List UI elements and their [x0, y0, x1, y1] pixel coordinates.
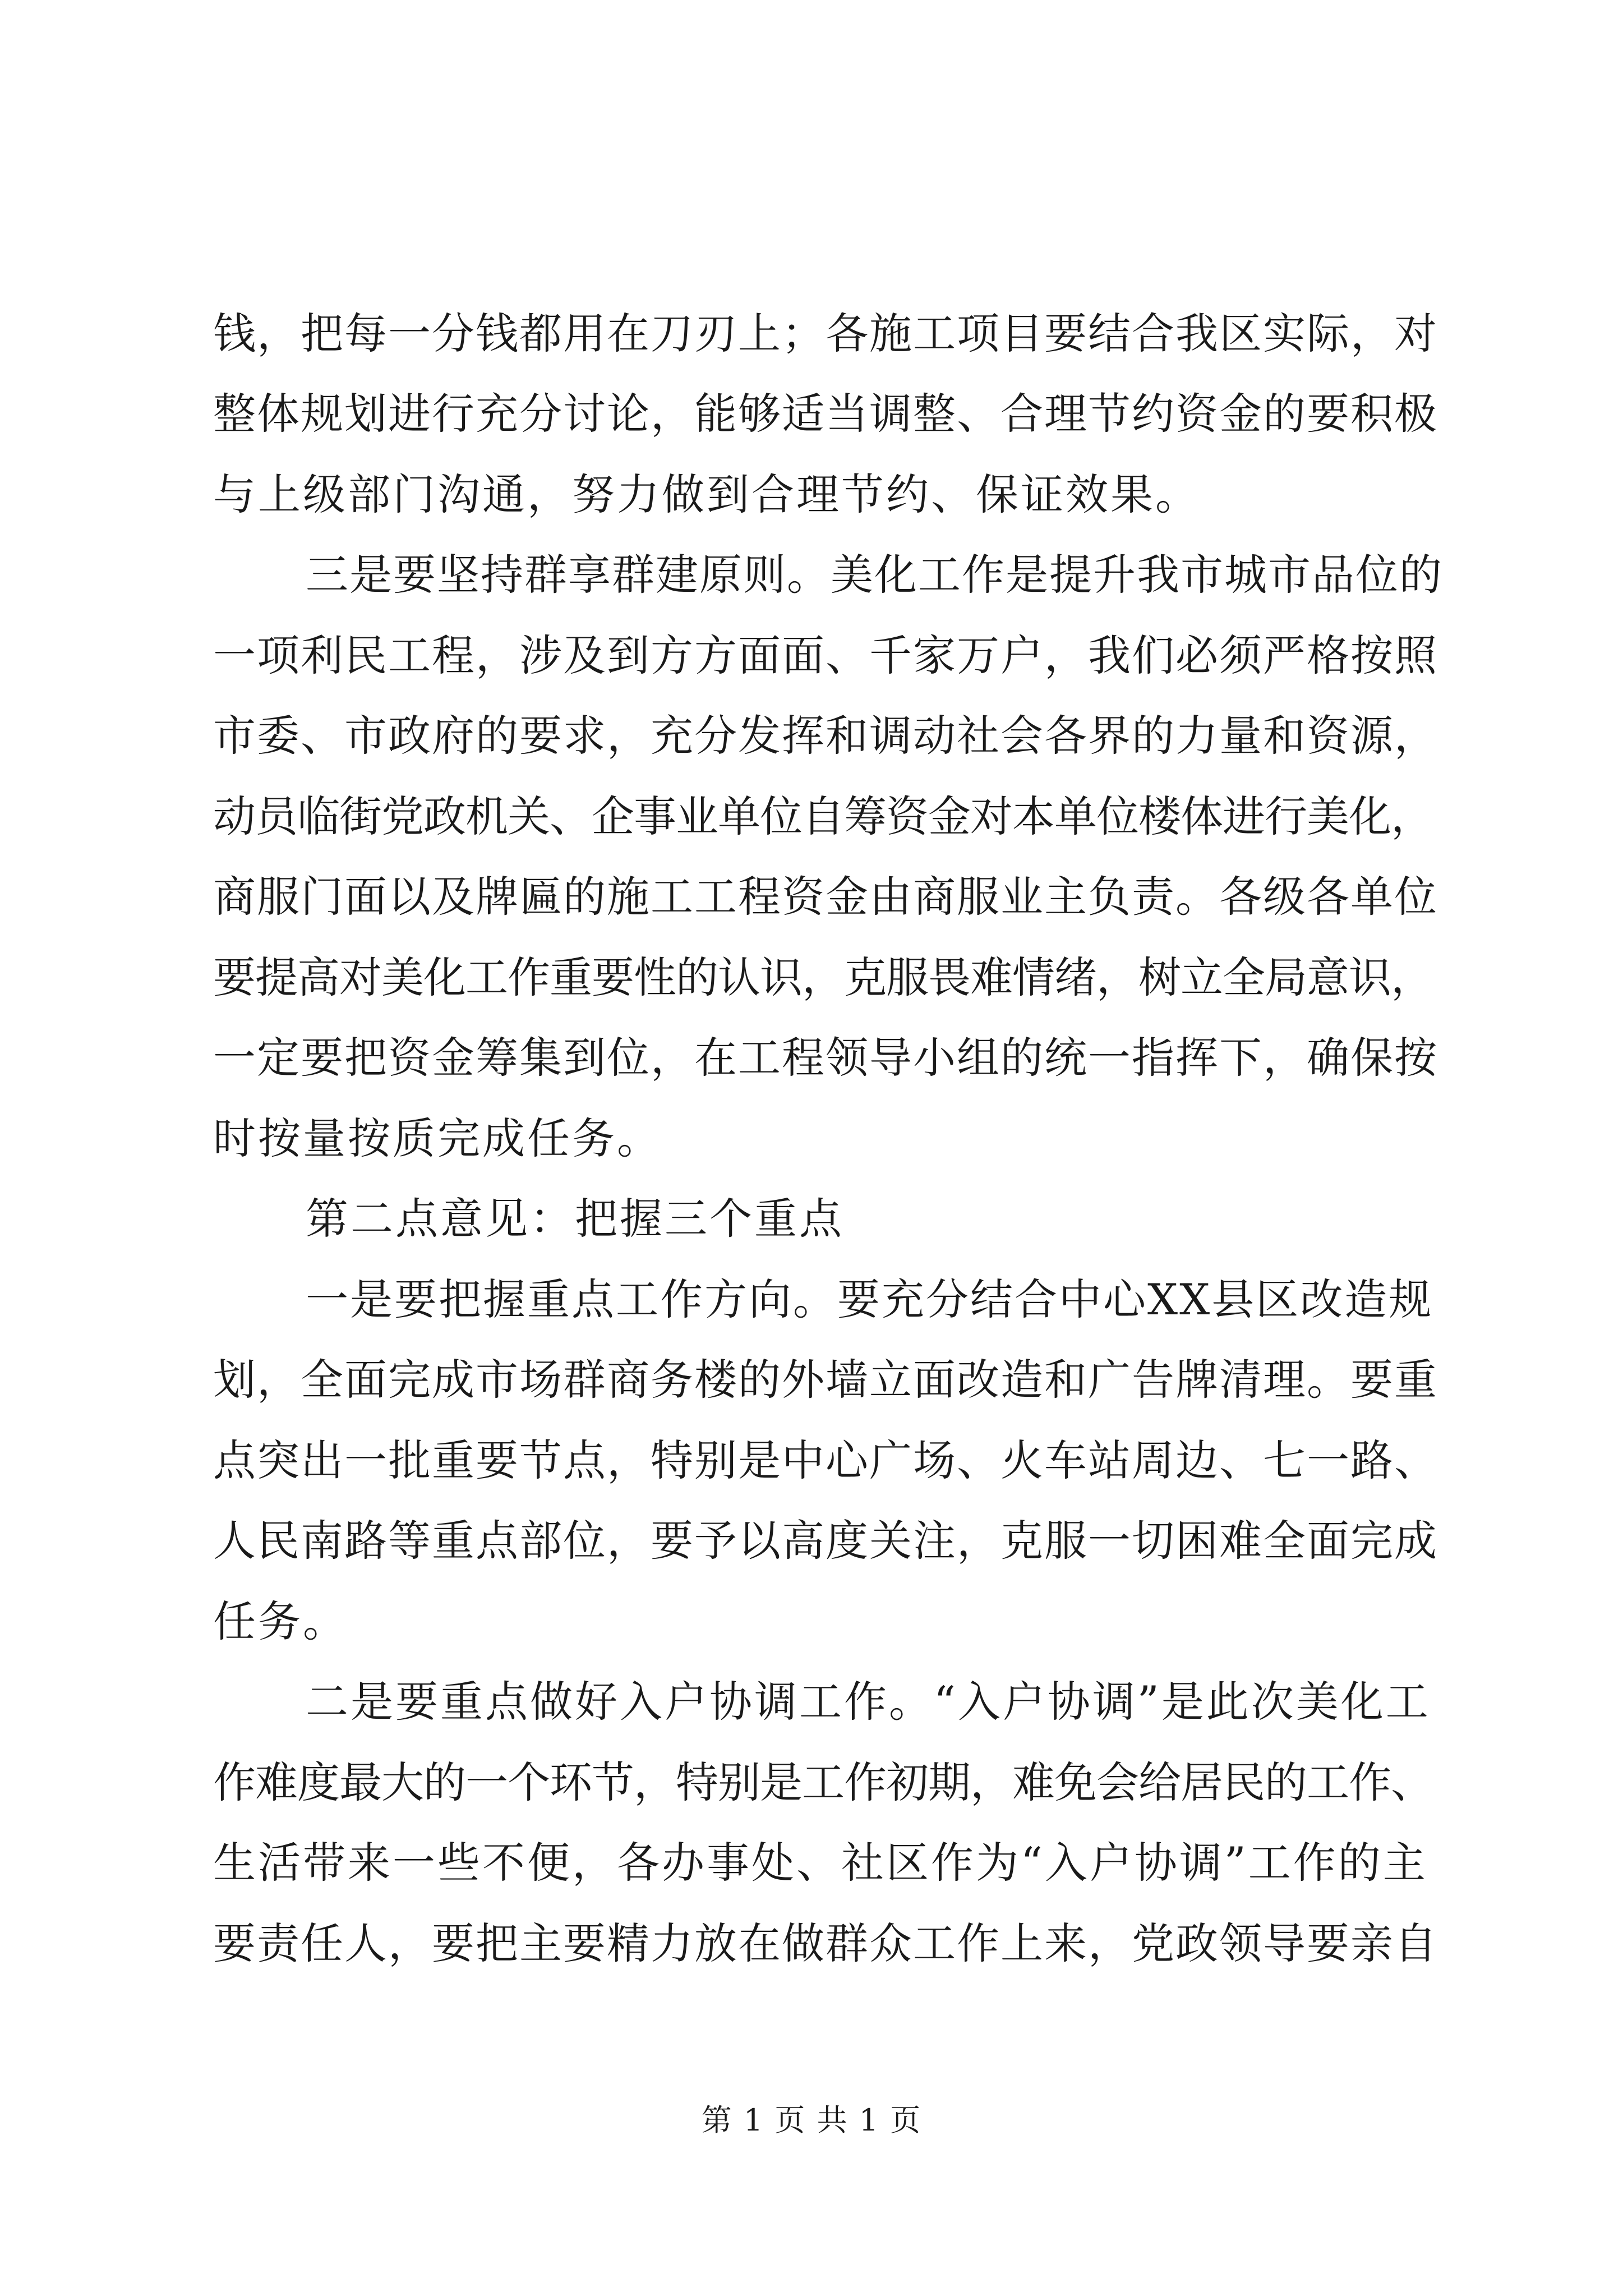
text-line: 时按量按质完成任务。 — [213, 1114, 662, 1163]
text-line: 要提高对美化工作重要性的认识，克服畏难情绪，树立全局意识， — [213, 953, 1433, 1002]
text-line: 划，全面完成市场群商务楼的外墙立面改造和广告牌清理。要重 — [213, 1355, 1438, 1405]
text-line: 钱，把每一分钱都用在刀刃上；各施工项目要结合我区实际，对 — [213, 309, 1438, 358]
text-line: 任务。 — [213, 1596, 348, 1646]
text-line: 要责任人，要把主要精力放在做群众工作上来，党政领导要亲自 — [213, 1918, 1438, 1968]
text-line: 动员临街党政机关、企事业单位自筹资金对本单位楼体进行美化， — [213, 792, 1433, 841]
page-footer: 第 1 页 共 1 页 — [701, 2102, 922, 2138]
paragraph-start-line: 一是要把握重点工作方向。要充分结合中心XX县区改造规 — [306, 1274, 1433, 1324]
text-line: 人民南路等重点部位，要予以高度关注，克服一切困难全面完成 — [213, 1516, 1438, 1566]
text-line: 一项利民工程，涉及到方方面面、千家万户，我们必须严格按照 — [213, 631, 1438, 680]
text-line: 一定要把资金筹集到位，在工程领导小组的统一指挥下，确保按 — [213, 1033, 1438, 1083]
text-line: 与上级部门沟通，努力做到合理节约、保证效果。 — [213, 470, 1200, 519]
paragraph-start-line: 三是要坚持群享群建原则。美化工作是提升我市城市品位的 — [306, 550, 1443, 600]
text-line: 点突出一批重要节点，特别是中心广场、火车站周边、七一路、 — [213, 1435, 1438, 1485]
text-line: 生活带来一些不便，各办事处、社区作为“入户协调”工作的主 — [213, 1838, 1428, 1888]
paragraph-start-line: 二是要重点做好入户协调工作。“入户协调”是此次美化工 — [306, 1677, 1431, 1727]
section-heading: 第二点意见：把握三个重点 — [306, 1194, 844, 1244]
text-line: 市委、市政府的要求，充分发挥和调动社会各界的力量和资源， — [213, 711, 1438, 761]
text-line: 作难度最大的一个环节，特别是工作初期，难免会给居民的工作、 — [213, 1757, 1433, 1807]
text-line: 整体规划进行充分讨论，能够适当调整、合理节约资金的要积极 — [213, 389, 1438, 439]
text-line: 商服门面以及牌匾的施工工程资金由商服业主负责。各级各单位 — [213, 872, 1438, 922]
